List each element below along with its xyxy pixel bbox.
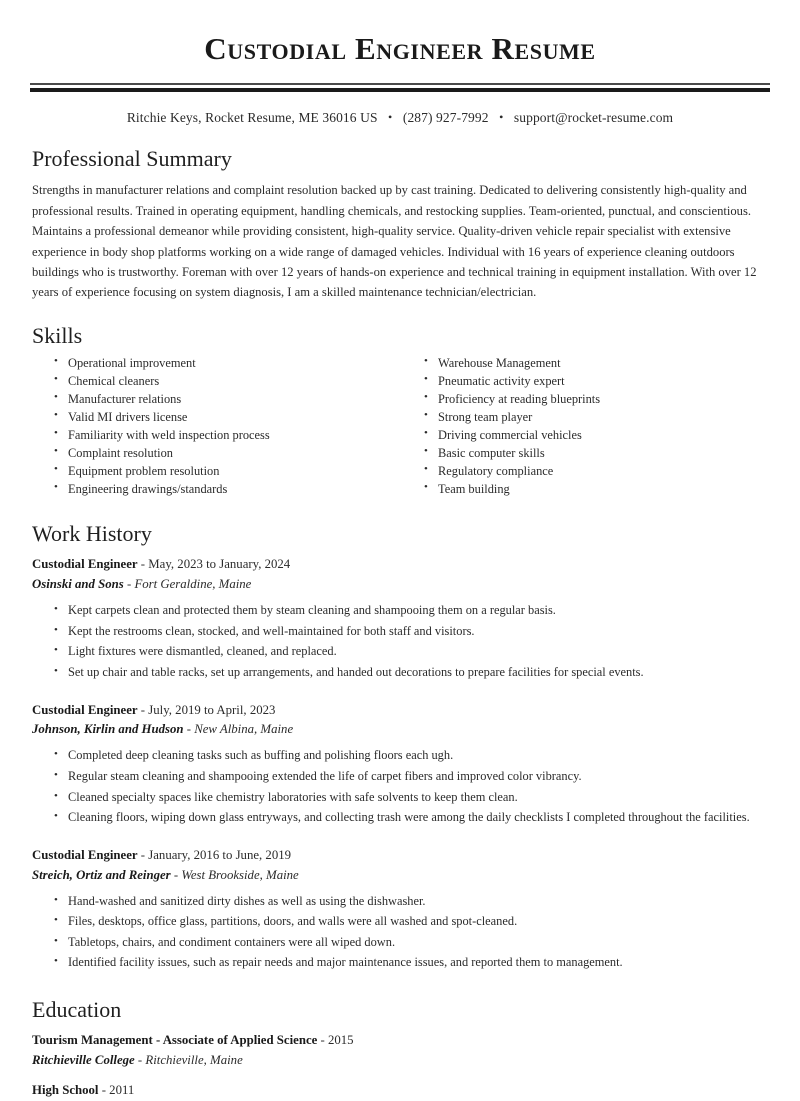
job-company: Johnson, Kirlin and Hudson [32,722,184,737]
work-history-entry [30,701,770,832]
education-year: 2011 [109,1083,135,1098]
job-title: Custodial Engineer [32,847,138,862]
job-separator: - [170,867,182,882]
contact-separator-2: • [499,110,504,125]
skill-item: • Regulatory compliance [438,465,770,483]
job-title: Custodial Engineer [32,557,138,572]
job-title-line [32,555,770,575]
job-company-line [32,720,770,740]
skill-item: • Chemical cleaners [68,375,400,393]
skill-item: • Engineering drawings/standards [68,483,400,501]
job-separator: - [183,722,195,737]
job-title-line [32,846,770,866]
job-company-line [32,575,770,595]
contact-phone[interactable]: (287) 927-7992 [402,110,489,126]
education-year: 2015 [327,1033,354,1048]
divider-line-thick [30,88,770,92]
job-bullet-list [30,604,770,687]
section-heading-professional-summary: Professional Summary [32,146,232,172]
skill-item: • Familiarity with weld inspection process [68,429,400,447]
skill-item: • Basic computer skills [438,447,770,465]
skills-list-left [30,357,400,501]
education-degree-line [32,1031,770,1051]
education-separator: - [317,1033,328,1048]
job-dates: January, 2016 to June, 2019 [148,847,292,862]
contact-separator-1: • [388,110,393,125]
job-company: Osinski and Sons [32,577,124,592]
job-separator: - [137,847,149,862]
skill-item: • Valid MI drivers license [68,411,400,429]
work-history-list [30,555,770,977]
skill-item: • Operational improvement [68,357,400,375]
job-bullet: • Cleaning floors, wiping down glass entryways, and collecting trash were among the daily checklists I completed throughout the facilities. [68,811,770,832]
job-dates: May, 2023 to January, 2024 [148,557,291,572]
skills-list-right [400,357,770,501]
job-location: New Albina, Maine [194,722,294,737]
job-bullet: • Cleaned specialty spaces like chemistry laboratories with safe solvents to keep them clean. [68,791,770,812]
job-separator: - [123,577,135,592]
job-company: Streich, Ortiz and Reinger [32,867,171,882]
job-bullet: • Kept the restrooms clean, stocked, and well-maintained for both staff and visitors. [68,625,770,646]
job-title: Custodial Engineer [32,702,138,717]
skills-columns [30,357,770,501]
skills-column-right [400,357,770,501]
skill-item: • Complaint resolution [68,447,400,465]
section-heading-education: Education [32,997,122,1023]
section-heading-work-history: Work History [32,521,152,547]
job-company-line [32,866,770,886]
education-degree-line [32,1081,770,1101]
education-entry [30,1031,770,1071]
work-history-entry [30,555,770,686]
section-education [30,997,770,1101]
job-bullet: • Kept carpets clean and protected them by steam cleaning and shampooing them on a regular basis. [68,604,770,625]
section-heading-skills: Skills [32,322,83,348]
job-bullet: • Set up chair and table racks, set up arrangements, and handed out decorations to prepare facilities for special events. [68,666,770,687]
job-bullet-list [30,749,770,832]
section-work-history [30,521,770,977]
education-school: Ritchieville College [32,1053,135,1068]
education-list [30,1031,770,1100]
skills-column-left [30,357,400,501]
skill-item: • Manufacturer relations [68,393,400,411]
page-title: Custodial Engineer Resume [204,31,596,66]
education-degree: Tourism Management - Associate of Applied Science [32,1033,318,1048]
skill-item: • Driving commercial vehicles [438,429,770,447]
skill-item: • Proficiency at reading blueprints [438,393,770,411]
skill-item: • Strong team player [438,411,770,429]
education-degree: High School [32,1083,99,1098]
job-separator: - [137,702,149,717]
education-location: Ritchieville, Maine [145,1053,243,1068]
skill-item: • Equipment problem resolution [68,465,400,483]
job-bullet: • Files, desktops, office glass, partitions, doors, and walls were all washed and spot-cleaned. [68,915,770,936]
job-separator: - [137,557,149,572]
work-history-entry [30,846,770,977]
job-location: West Brookside, Maine [181,867,299,882]
contact-name-address: Ritchie Keys, Rocket Resume, ME 36016 US [126,110,378,126]
job-dates: July, 2019 to April, 2023 [148,702,276,717]
skill-item: • Pneumatic activity expert [438,375,770,393]
skill-item: • Team building [438,483,770,501]
contact-email[interactable]: support@rocket-resume.com [513,110,674,126]
job-location: Fort Geraldine, Maine [134,577,252,592]
job-bullet: • Tabletops, chairs, and condiment containers were all wiped down. [68,936,770,957]
job-bullet: • Light fixtures were dismantled, cleaned, and replaced. [68,645,770,666]
education-entry [30,1081,770,1101]
job-bullet: • Identified facility issues, such as repair needs and major maintenance issues, and reported them to management. [68,956,770,977]
section-professional-summary [30,146,770,303]
job-bullet: • Regular steam cleaning and shampooing extended the life of carpet fibers and improved color vibrancy. [68,770,770,791]
contact-info [30,110,770,126]
education-separator: - [98,1083,110,1098]
education-school-line [32,1051,770,1071]
job-bullet: • Hand-washed and sanitized dirty dishes as well as using the dishwasher. [68,895,770,916]
job-bullet: • Completed deep cleaning tasks such as buffing and polishing floors each ugh. [68,749,770,770]
resume-header [30,0,770,126]
professional-summary-text: Strengths in manufacturer relations and complaint resolution backed up by cast training. Dedicated to delivering consistently high-quality and professional results. Trained in operating equipment, handling chemicals, and restocking supplies. Team-oriented, punctual, and conscientious. Maintains a professional demeanor while providing consistent, high-quality service. Quality-driven vehicle repair specialist with extensive experience in body shop platforms working on a wide range of damaged vehicles. Individual with 16 years of experience cleaning outdoors buildings who is trustworthy. Foreman with over 12 years of hands-on experience and technical training in equipment installation. With over 12 years of experience focusing on system diagnosis, I am a skilled maintenance technician/electrician. [32,183,757,300]
skill-item: • Warehouse Management [438,357,770,375]
job-bullet-list [30,895,770,978]
job-title-line [32,701,770,721]
header-divider [30,83,770,92]
section-skills [30,323,770,501]
education-separator: - [134,1053,146,1068]
